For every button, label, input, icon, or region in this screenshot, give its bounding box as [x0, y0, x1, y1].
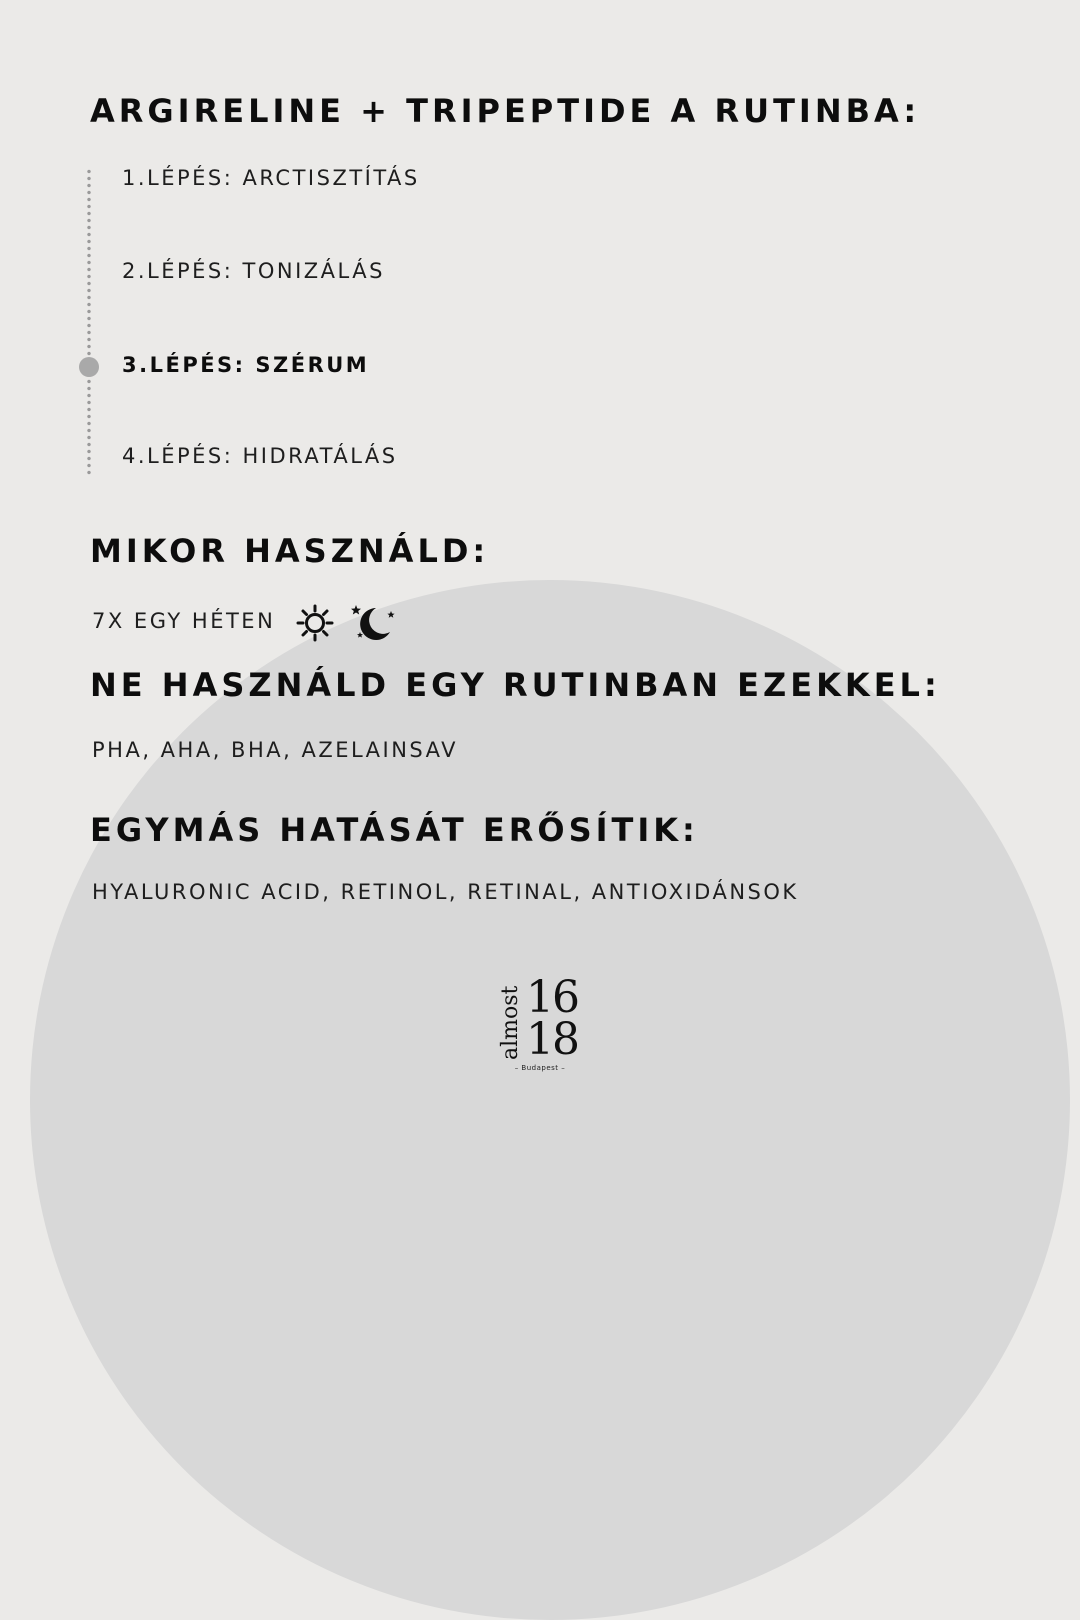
timeline-dotted-line [87, 168, 91, 476]
timeline-active-marker [79, 357, 99, 377]
logo-word: almost [498, 985, 523, 1060]
avoid-ingredients: PHA, AHA, BHA, AZELAINSAV [92, 738, 459, 762]
usage-heading: MIKOR HASZNÁLD: [90, 532, 490, 570]
logo-city: – Budapest – [514, 1064, 566, 1072]
step-1: 1.LÉPÉS: ARCTISZTÍTÁS [122, 166, 420, 190]
boost-heading: EGYMÁS HATÁSÁT ERŐSÍTIK: [90, 811, 699, 849]
background-circle [30, 580, 1070, 1620]
step-4: 4.LÉPÉS: HIDRATÁLÁS [122, 444, 398, 468]
step-2: 2.LÉPÉS: TONIZÁLÁS [122, 259, 385, 283]
moon-stars-icon [348, 602, 398, 644]
boost-ingredients: HYALURONIC ACID, RETINOL, RETINAL, ANTIOXIDÁNSOK [92, 880, 799, 904]
step-3-active: 3.LÉPÉS: SZÉRUM [122, 353, 370, 377]
usage-frequency: 7X EGY HÉTEN [92, 609, 276, 633]
avoid-heading: NE HASZNÁLD EGY RUTINBAN EZEKKEL: [90, 666, 941, 704]
brand-logo [496, 974, 586, 1074]
sun-icon [296, 604, 334, 642]
logo-bottom-number: 18 [526, 1014, 578, 1065]
logo-top-number: 16 [526, 972, 578, 1023]
routine-heading: ARGIRELINE + TRIPEPTIDE A RUTINBA: [90, 92, 921, 130]
